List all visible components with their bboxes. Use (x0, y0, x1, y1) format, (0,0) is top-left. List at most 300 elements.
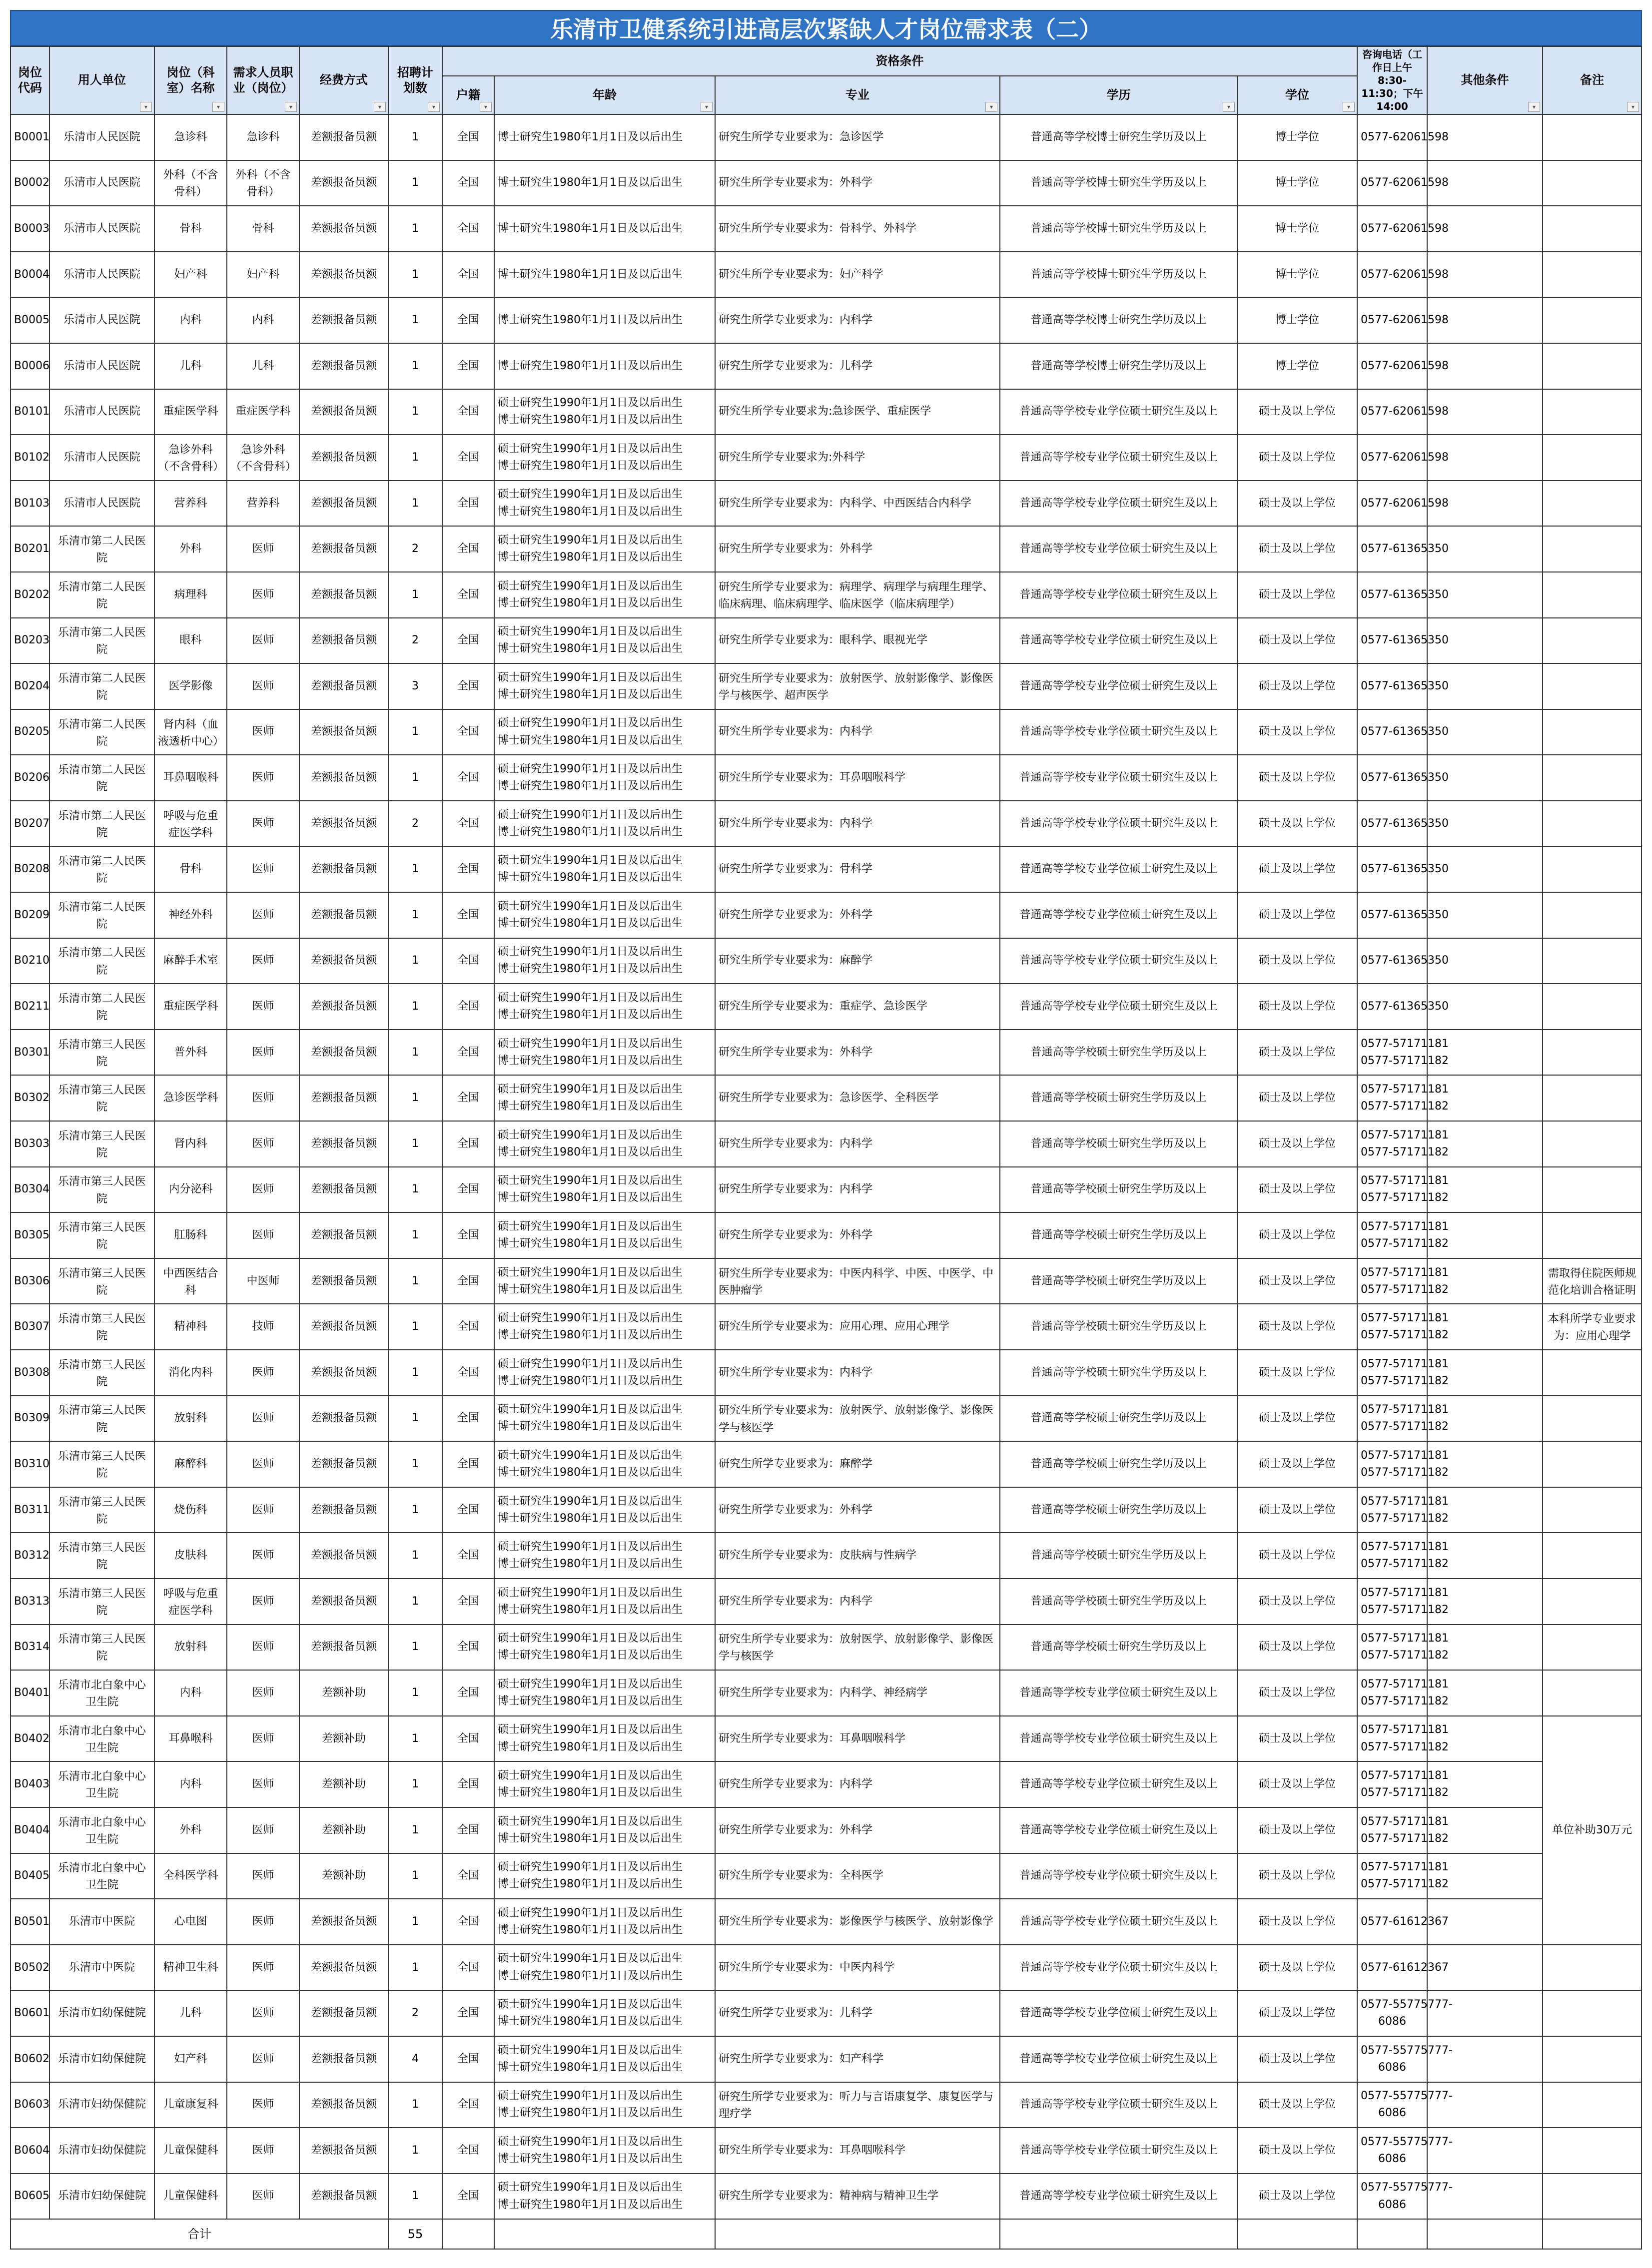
cell-post[interactable] (154, 1030, 227, 1076)
cell-huji[interactable] (442, 1579, 494, 1625)
cell-major[interactable] (715, 1716, 1000, 1762)
cell-post[interactable] (154, 1990, 227, 2036)
cell-funding[interactable] (299, 2036, 388, 2082)
cell-degree[interactable] (1237, 1030, 1357, 1076)
cell-remark[interactable] (1543, 1396, 1642, 1442)
cell-funding[interactable] (299, 1945, 388, 1991)
cell-phone[interactable] (1357, 1716, 1449, 1762)
cell-post[interactable] (154, 1625, 227, 1671)
cell-age[interactable] (494, 1899, 715, 1945)
cell-other[interactable] (1427, 1258, 1543, 1304)
cell-role[interactable] (227, 2174, 299, 2220)
cell-count[interactable] (388, 2082, 442, 2128)
cell-degree[interactable] (1237, 847, 1357, 893)
cell-count[interactable] (388, 114, 442, 160)
filter-dropdown-icon[interactable]: ▾ (428, 102, 440, 112)
cell-count[interactable] (388, 343, 442, 389)
cell-major[interactable] (715, 618, 1000, 664)
cell-age[interactable] (494, 1258, 715, 1304)
cell-remark[interactable] (1543, 1441, 1642, 1487)
cell-unit[interactable] (49, 526, 154, 572)
cell-post[interactable] (154, 938, 227, 984)
cell-role[interactable] (227, 1212, 299, 1258)
cell-unit[interactable] (49, 2082, 154, 2128)
cell-count[interactable] (388, 526, 442, 572)
cell-degree[interactable] (1237, 1625, 1357, 1671)
filter-dropdown-icon[interactable]: ▾ (701, 102, 713, 112)
cell-post[interactable] (154, 1899, 227, 1945)
cell-role[interactable] (227, 1853, 299, 1899)
cell-unit[interactable] (49, 1487, 154, 1533)
cell-huji[interactable] (442, 1212, 494, 1258)
cell-degree[interactable] (1237, 2174, 1357, 2220)
cell-age[interactable] (494, 1441, 715, 1487)
cell-age[interactable] (494, 892, 715, 938)
cell-count[interactable] (388, 1761, 442, 1807)
cell-unit[interactable] (49, 435, 154, 481)
cell-degree[interactable] (1237, 2036, 1357, 2082)
cell-remark[interactable] (1543, 297, 1642, 343)
cell-major[interactable] (715, 1670, 1000, 1716)
cell-role[interactable] (227, 847, 299, 893)
cell-unit[interactable] (49, 1807, 154, 1853)
cell-remark[interactable] (1543, 1075, 1642, 1121)
cell-count[interactable] (388, 435, 442, 481)
cell-phone[interactable] (1357, 2036, 1453, 2082)
cell-remark[interactable] (1543, 2128, 1642, 2174)
cell-huji[interactable] (442, 435, 494, 481)
cell-age[interactable] (494, 663, 715, 709)
cell-other[interactable] (1427, 1350, 1543, 1396)
cell-other[interactable] (1427, 1533, 1543, 1579)
cell-count[interactable] (388, 1030, 442, 1076)
cell-edu[interactable] (1000, 1761, 1237, 1807)
cell-other[interactable] (1427, 1990, 1543, 2036)
cell-unit[interactable] (49, 389, 154, 435)
cell-edu[interactable] (1000, 1441, 1237, 1487)
cell-degree[interactable] (1237, 1670, 1357, 1716)
cell-edu[interactable] (1000, 1030, 1237, 1076)
cell-edu[interactable] (1000, 1945, 1237, 1991)
cell-funding[interactable] (299, 1121, 388, 1167)
cell-degree[interactable] (1237, 206, 1357, 252)
cell-post[interactable] (154, 1167, 227, 1213)
cell-phone[interactable] (1357, 2128, 1453, 2174)
cell-major[interactable] (715, 1899, 1000, 1945)
cell-post[interactable] (154, 1212, 227, 1258)
cell-age[interactable] (494, 1304, 715, 1350)
cell-age[interactable] (494, 343, 715, 389)
cell-count[interactable] (388, 2128, 442, 2174)
cell-role[interactable] (227, 481, 299, 527)
cell-funding[interactable] (299, 1487, 388, 1533)
cell-major[interactable] (715, 1487, 1000, 1533)
cell-role[interactable] (227, 938, 299, 984)
cell-edu[interactable] (1000, 481, 1237, 527)
cell-code[interactable] (10, 1945, 49, 1991)
cell-post[interactable] (154, 1441, 227, 1487)
cell-unit[interactable] (49, 1579, 154, 1625)
cell-huji[interactable] (442, 114, 494, 160)
cell-count[interactable] (388, 572, 442, 618)
cell-unit[interactable] (49, 297, 154, 343)
filter-dropdown-icon[interactable]: ▾ (1627, 102, 1639, 112)
cell-unit[interactable] (49, 2036, 154, 2082)
cell-code[interactable] (10, 1899, 49, 1945)
cell-post[interactable] (154, 847, 227, 893)
cell-post[interactable] (154, 709, 227, 755)
cell-age[interactable] (494, 1579, 715, 1625)
cell-huji[interactable] (442, 1441, 494, 1487)
cell-edu[interactable] (1000, 1807, 1237, 1853)
cell-unit[interactable] (49, 618, 154, 664)
cell-edu[interactable] (1000, 1487, 1237, 1533)
cell-age[interactable] (494, 206, 715, 252)
cell-major[interactable] (715, 526, 1000, 572)
cell-funding[interactable] (299, 1716, 388, 1762)
cell-major[interactable] (715, 114, 1000, 160)
cell-edu[interactable] (1000, 709, 1237, 755)
cell-edu[interactable] (1000, 572, 1237, 618)
cell-code[interactable] (10, 984, 49, 1030)
cell-age[interactable] (494, 297, 715, 343)
cell-unit[interactable] (49, 1716, 154, 1762)
cell-degree[interactable] (1237, 1579, 1357, 1625)
cell-unit[interactable] (49, 2174, 154, 2220)
cell-degree[interactable] (1237, 114, 1357, 160)
cell-age[interactable] (494, 1212, 715, 1258)
cell-funding[interactable] (299, 1853, 388, 1899)
cell-major[interactable] (715, 1625, 1000, 1671)
cell-unit[interactable] (49, 1212, 154, 1258)
cell-huji[interactable] (442, 1899, 494, 1945)
cell-phone[interactable] (1357, 1075, 1449, 1121)
cell-post[interactable] (154, 1533, 227, 1579)
cell-major[interactable] (715, 1853, 1000, 1899)
cell-unit[interactable] (49, 572, 154, 618)
cell-huji[interactable] (442, 206, 494, 252)
cell-funding[interactable] (299, 206, 388, 252)
cell-role[interactable] (227, 1761, 299, 1807)
cell-edu[interactable] (1000, 1350, 1237, 1396)
cell-role[interactable] (227, 1075, 299, 1121)
cell-code[interactable] (10, 1121, 49, 1167)
cell-post[interactable] (154, 343, 227, 389)
cell-phone[interactable] (1357, 938, 1449, 984)
cell-count[interactable] (388, 984, 442, 1030)
cell-role[interactable] (227, 526, 299, 572)
cell-post[interactable] (154, 297, 227, 343)
cell-major[interactable] (715, 572, 1000, 618)
cell-role[interactable] (227, 389, 299, 435)
cell-other[interactable] (1427, 1441, 1543, 1487)
cell-major[interactable] (715, 1258, 1000, 1304)
cell-funding[interactable] (299, 572, 388, 618)
cell-code[interactable] (10, 1670, 49, 1716)
cell-code[interactable] (10, 1761, 49, 1807)
cell-count[interactable] (388, 847, 442, 893)
cell-phone[interactable] (1357, 892, 1449, 938)
cell-role[interactable] (227, 1258, 299, 1304)
cell-degree[interactable] (1237, 1396, 1357, 1442)
cell-degree[interactable] (1237, 1990, 1357, 2036)
cell-age[interactable] (494, 160, 715, 206)
cell-role[interactable] (227, 1030, 299, 1076)
cell-count[interactable] (388, 892, 442, 938)
cell-count[interactable] (388, 1990, 442, 2036)
cell-huji[interactable] (442, 1167, 494, 1213)
cell-age[interactable] (494, 389, 715, 435)
cell-role[interactable] (227, 1350, 299, 1396)
cell-huji[interactable] (442, 572, 494, 618)
filter-dropdown-icon[interactable]: ▾ (1528, 102, 1540, 112)
cell-other[interactable] (1427, 1167, 1543, 1213)
cell-funding[interactable] (299, 709, 388, 755)
cell-funding[interactable] (299, 1670, 388, 1716)
cell-edu[interactable] (1000, 343, 1237, 389)
cell-role[interactable] (227, 1899, 299, 1945)
cell-code[interactable] (10, 709, 49, 755)
cell-funding[interactable] (299, 160, 388, 206)
cell-major[interactable] (715, 1990, 1000, 2036)
cell-phone[interactable] (1357, 984, 1449, 1030)
cell-huji[interactable] (442, 801, 494, 847)
cell-unit[interactable] (49, 343, 154, 389)
cell-age[interactable] (494, 1121, 715, 1167)
cell-code[interactable] (10, 1533, 49, 1579)
cell-phone[interactable] (1357, 1807, 1449, 1853)
cell-other[interactable] (1427, 1807, 1543, 1853)
cell-funding[interactable] (299, 1258, 388, 1304)
cell-code[interactable] (10, 160, 49, 206)
cell-huji[interactable] (442, 984, 494, 1030)
cell-huji[interactable] (442, 526, 494, 572)
cell-age[interactable] (494, 1075, 715, 1121)
cell-funding[interactable] (299, 892, 388, 938)
cell-phone[interactable] (1357, 1670, 1449, 1716)
cell-major[interactable] (715, 755, 1000, 801)
cell-phone[interactable] (1357, 1990, 1453, 2036)
cell-unit[interactable] (49, 160, 154, 206)
cell-degree[interactable] (1237, 481, 1357, 527)
cell-huji[interactable] (442, 2174, 494, 2220)
cell-post[interactable] (154, 1716, 227, 1762)
cell-count[interactable] (388, 1304, 442, 1350)
cell-code[interactable] (10, 343, 49, 389)
cell-degree[interactable] (1237, 755, 1357, 801)
cell-funding[interactable] (299, 1761, 388, 1807)
cell-age[interactable] (494, 572, 715, 618)
cell-edu[interactable] (1000, 1853, 1237, 1899)
cell-major[interactable] (715, 2128, 1000, 2174)
cell-remark[interactable] (1543, 709, 1642, 755)
cell-age[interactable] (494, 2036, 715, 2082)
cell-funding[interactable] (299, 297, 388, 343)
cell-unit[interactable] (49, 481, 154, 527)
cell-count[interactable] (388, 1212, 442, 1258)
cell-post[interactable] (154, 572, 227, 618)
cell-funding[interactable] (299, 984, 388, 1030)
cell-remark[interactable] (1543, 984, 1642, 1030)
cell-phone[interactable] (1357, 1945, 1449, 1991)
cell-age[interactable] (494, 984, 715, 1030)
cell-major[interactable] (715, 389, 1000, 435)
cell-post[interactable] (154, 1487, 227, 1533)
cell-other[interactable] (1427, 1030, 1543, 1076)
cell-major[interactable] (715, 938, 1000, 984)
cell-huji[interactable] (442, 1487, 494, 1533)
cell-post[interactable] (154, 2128, 227, 2174)
cell-role[interactable] (227, 1670, 299, 1716)
cell-post[interactable] (154, 435, 227, 481)
cell-edu[interactable] (1000, 1899, 1237, 1945)
cell-age[interactable] (494, 481, 715, 527)
cell-degree[interactable] (1237, 1441, 1357, 1487)
cell-code[interactable] (10, 252, 49, 298)
cell-age[interactable] (494, 1350, 715, 1396)
cell-huji[interactable] (442, 618, 494, 664)
cell-code[interactable] (10, 481, 49, 527)
cell-funding[interactable] (299, 389, 388, 435)
cell-phone[interactable] (1357, 1533, 1449, 1579)
cell-age[interactable] (494, 1670, 715, 1716)
cell-post[interactable] (154, 892, 227, 938)
cell-code[interactable] (10, 1441, 49, 1487)
cell-degree[interactable] (1237, 1075, 1357, 1121)
cell-phone[interactable] (1357, 847, 1449, 893)
cell-edu[interactable] (1000, 1990, 1237, 2036)
cell-degree[interactable] (1237, 663, 1357, 709)
cell-major[interactable] (715, 160, 1000, 206)
cell-degree[interactable] (1237, 1533, 1357, 1579)
cell-funding[interactable] (299, 2082, 388, 2128)
cell-major[interactable] (715, 1212, 1000, 1258)
cell-degree[interactable] (1237, 2082, 1357, 2128)
cell-remark[interactable] (1543, 572, 1642, 618)
cell-role[interactable] (227, 572, 299, 618)
cell-major[interactable] (715, 206, 1000, 252)
cell-count[interactable] (388, 1121, 442, 1167)
cell-funding[interactable] (299, 1807, 388, 1853)
cell-phone[interactable] (1357, 1899, 1449, 1945)
cell-major[interactable] (715, 984, 1000, 1030)
cell-major[interactable] (715, 1350, 1000, 1396)
cell-count[interactable] (388, 1533, 442, 1579)
cell-unit[interactable] (49, 1945, 154, 1991)
cell-remark[interactable] (1543, 1579, 1642, 1625)
cell-other[interactable] (1427, 2036, 1543, 2082)
cell-age[interactable] (494, 1030, 715, 1076)
cell-other[interactable] (1427, 1761, 1543, 1807)
cell-role[interactable] (227, 114, 299, 160)
cell-count[interactable] (388, 618, 442, 664)
cell-other[interactable] (1427, 1716, 1543, 1762)
cell-huji[interactable] (442, 755, 494, 801)
cell-huji[interactable] (442, 1258, 494, 1304)
cell-funding[interactable] (299, 1396, 388, 1442)
cell-post[interactable] (154, 1304, 227, 1350)
cell-phone[interactable] (1357, 1212, 1449, 1258)
cell-major[interactable] (715, 2082, 1000, 2128)
cell-age[interactable] (494, 618, 715, 664)
cell-code[interactable] (10, 2036, 49, 2082)
cell-role[interactable] (227, 1487, 299, 1533)
cell-edu[interactable] (1000, 2174, 1237, 2220)
cell-role[interactable] (227, 801, 299, 847)
cell-role[interactable] (227, 206, 299, 252)
cell-degree[interactable] (1237, 572, 1357, 618)
cell-phone[interactable] (1357, 1625, 1449, 1671)
cell-post[interactable] (154, 1807, 227, 1853)
cell-degree[interactable] (1237, 1304, 1357, 1350)
cell-major[interactable] (715, 1441, 1000, 1487)
cell-degree[interactable] (1237, 938, 1357, 984)
cell-phone[interactable] (1357, 481, 1449, 527)
cell-degree[interactable] (1237, 618, 1357, 664)
filter-dropdown-icon[interactable]: ▾ (374, 102, 386, 112)
cell-phone[interactable] (1357, 572, 1449, 618)
cell-phone[interactable] (1357, 1853, 1449, 1899)
cell-edu[interactable] (1000, 1258, 1237, 1304)
cell-edu[interactable] (1000, 1075, 1237, 1121)
cell-remark[interactable] (1543, 1945, 1642, 1991)
cell-remark[interactable] (1543, 481, 1642, 527)
cell-huji[interactable] (442, 1625, 494, 1671)
cell-huji[interactable] (442, 1945, 494, 1991)
cell-funding[interactable] (299, 1304, 388, 1350)
cell-remark[interactable] (1543, 206, 1642, 252)
cell-huji[interactable] (442, 1670, 494, 1716)
cell-remark[interactable] (1543, 1258, 1642, 1304)
cell-major[interactable] (715, 481, 1000, 527)
cell-remark[interactable] (1543, 1212, 1642, 1258)
cell-unit[interactable] (49, 1761, 154, 1807)
cell-unit[interactable] (49, 252, 154, 298)
cell-major[interactable] (715, 1030, 1000, 1076)
cell-phone[interactable] (1357, 663, 1449, 709)
cell-code[interactable] (10, 1030, 49, 1076)
cell-code[interactable] (10, 1167, 49, 1213)
cell-count[interactable] (388, 1167, 442, 1213)
cell-huji[interactable] (442, 1761, 494, 1807)
cell-phone[interactable] (1357, 114, 1449, 160)
cell-age[interactable] (494, 435, 715, 481)
cell-code[interactable] (10, 2128, 49, 2174)
cell-huji[interactable] (442, 1396, 494, 1442)
cell-huji[interactable] (442, 663, 494, 709)
cell-code[interactable] (10, 847, 49, 893)
cell-post[interactable] (154, 801, 227, 847)
cell-other[interactable] (1427, 2082, 1543, 2128)
cell-age[interactable] (494, 1487, 715, 1533)
cell-code[interactable] (10, 1350, 49, 1396)
cell-major[interactable] (715, 1761, 1000, 1807)
cell-remark[interactable] (1543, 1121, 1642, 1167)
cell-funding[interactable] (299, 526, 388, 572)
cell-edu[interactable] (1000, 663, 1237, 709)
cell-degree[interactable] (1237, 526, 1357, 572)
cell-code[interactable] (10, 435, 49, 481)
cell-code[interactable] (10, 572, 49, 618)
cell-huji[interactable] (442, 1533, 494, 1579)
cell-code[interactable] (10, 892, 49, 938)
cell-degree[interactable] (1237, 1899, 1357, 1945)
cell-post[interactable] (154, 389, 227, 435)
cell-remark[interactable] (1543, 618, 1642, 664)
cell-code[interactable] (10, 755, 49, 801)
cell-role[interactable] (227, 1396, 299, 1442)
cell-remark[interactable] (1543, 160, 1642, 206)
